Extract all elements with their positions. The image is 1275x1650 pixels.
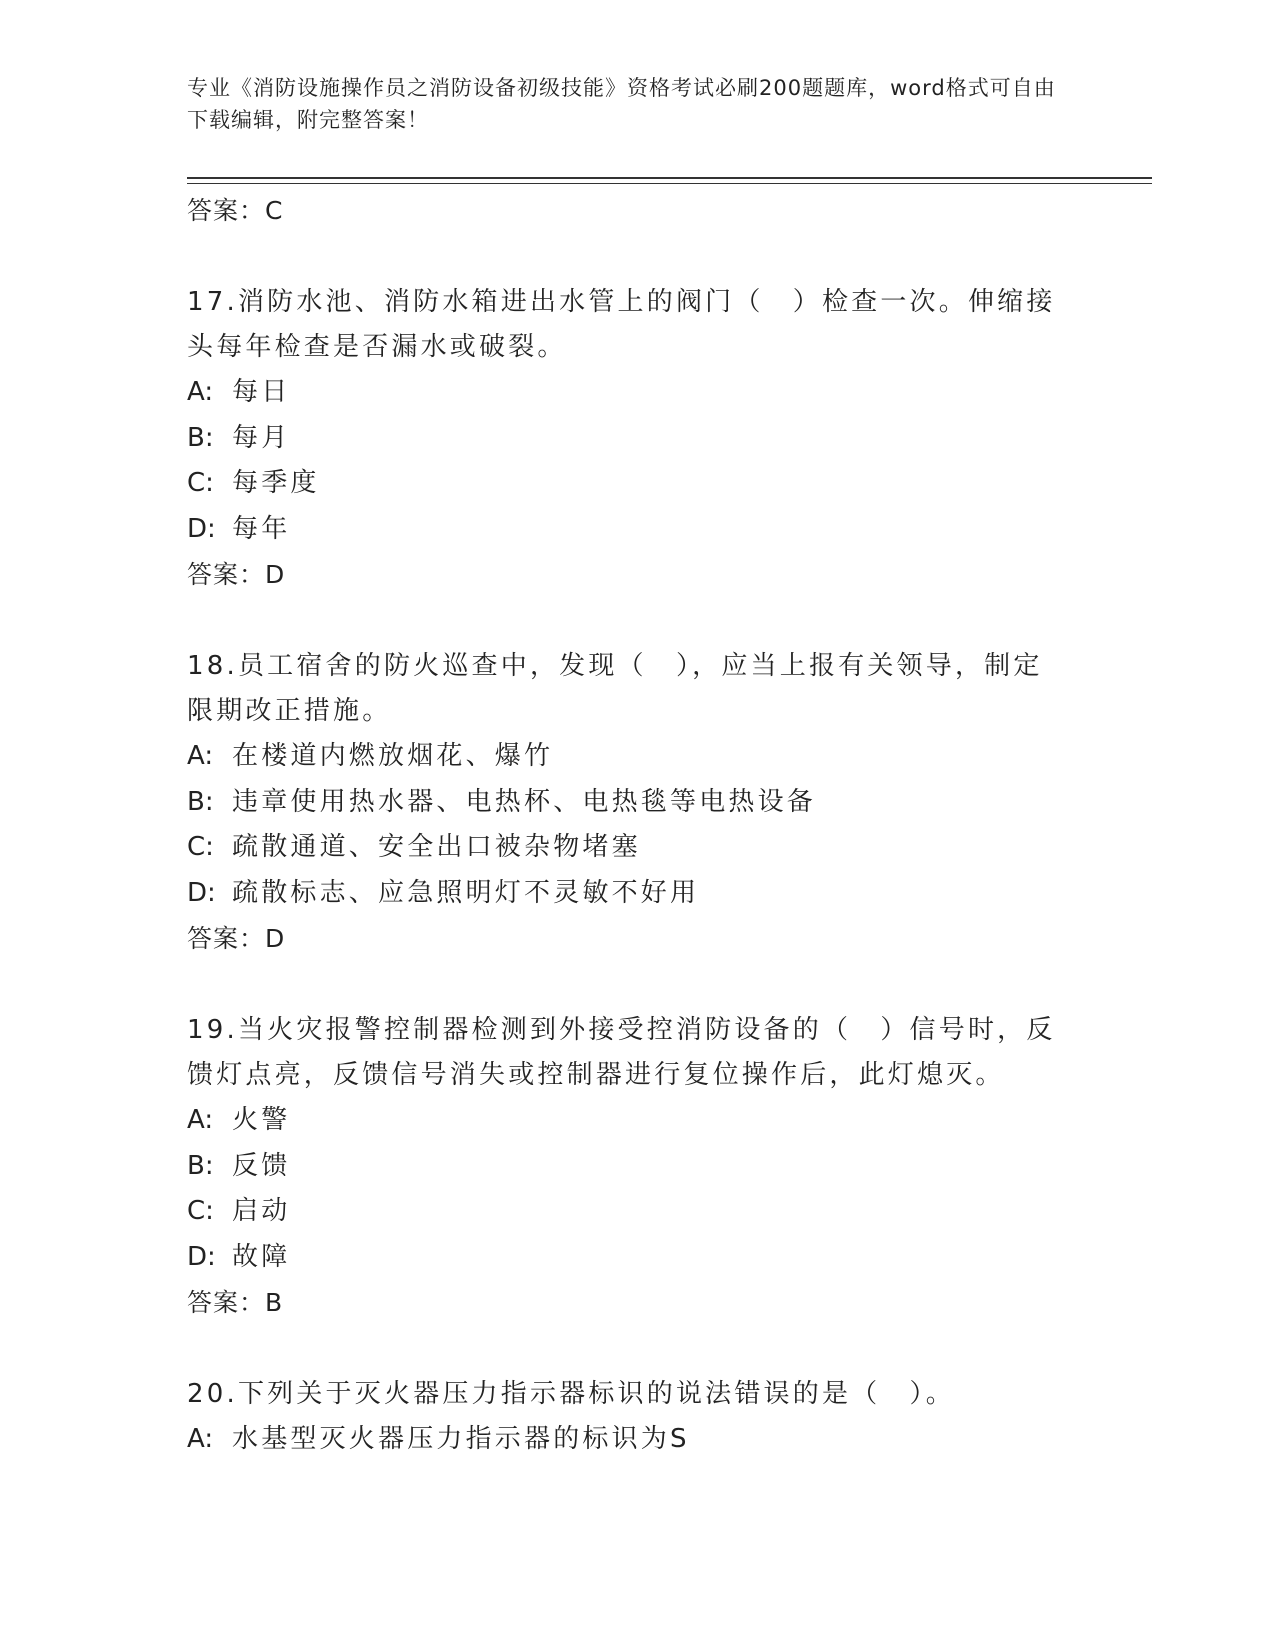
question-20: [187, 1372, 1067, 1463]
option-text: 违章使用热水器、电热杯、电热毯等电热设备: [232, 786, 817, 817]
document-header: 专业《消防设施操作员之消防设备初级技能》资格考试必刷200题题库，word格式可自由下载编辑，附完整答案！: [187, 76, 1056, 132]
option-text: 每季度: [232, 468, 320, 498]
option-d: [187, 507, 1067, 553]
option-a: [187, 1098, 1067, 1144]
question-stem: 17.消防水池、消防水箱进出水管上的阀门（ ）检查一次。伸缩接头每年检查是否漏水或破裂。: [187, 287, 1056, 362]
option-text: 启动: [232, 1196, 291, 1226]
option-label: D:: [187, 877, 216, 908]
header-divider-thick: [187, 177, 1152, 179]
option-label: A:: [187, 377, 214, 407]
option-label: A:: [187, 1105, 214, 1135]
question-17: [187, 280, 1067, 598]
option-d: [187, 1235, 1067, 1281]
header-divider-thin: [187, 183, 1152, 184]
option-text: 每月: [232, 422, 291, 453]
option-label: D:: [187, 1241, 216, 1272]
option-label: B:: [187, 786, 214, 817]
option-a: [187, 370, 1067, 416]
answer-line: 答案：B: [187, 1288, 284, 1317]
option-text: 火警: [232, 1105, 291, 1135]
question-stem: 19.当火灾报警控制器检测到外接受控消防设备的（ ）信号时，反馈灯点亮，反馈信号消失或控制器进行复位操作后，此灯熄灭。: [187, 1015, 1056, 1090]
option-text: 故障: [232, 1241, 291, 1272]
option-label: B:: [187, 1150, 214, 1181]
option-b: [187, 1144, 1067, 1190]
option-label: A:: [187, 741, 214, 771]
option-label: C:: [187, 1196, 214, 1226]
document-page: [187, 0, 1152, 1650]
option-b: [187, 416, 1067, 462]
option-text: 在楼道内燃放烟花、爆竹: [232, 741, 554, 771]
option-c: [187, 1189, 1067, 1235]
option-label: B:: [187, 422, 214, 453]
option-c: [187, 461, 1067, 507]
option-label: A:: [187, 1424, 214, 1454]
answer-line: 答案：D: [187, 560, 286, 589]
answer-line: 答案：D: [187, 924, 286, 953]
option-text: 反馈: [232, 1150, 291, 1181]
question-stem: 20.下列关于灭火器压力指示器标识的说法错误的是（ ）。: [187, 1379, 955, 1409]
question-19: [187, 1008, 1067, 1326]
option-text: 每年: [232, 513, 291, 544]
question-stem: 18.员工宿舍的防火巡查中，发现（ ），应当上报有关领导，制定限期改正措施。: [187, 651, 1043, 726]
question-list: [187, 188, 1067, 1463]
option-label: C:: [187, 832, 214, 862]
option-a: [187, 734, 1067, 780]
option-a: [187, 1417, 1067, 1463]
option-b: [187, 780, 1067, 826]
option-d: [187, 871, 1067, 917]
option-text: 每日: [232, 377, 291, 407]
option-label: D:: [187, 513, 216, 544]
question-18: [187, 644, 1067, 962]
option-c: [187, 825, 1067, 871]
answer-line: 答案：C: [187, 196, 284, 225]
option-text: 水基型灭火器压力指示器的标识为S: [232, 1424, 690, 1454]
option-text: 疏散标志、应急照明灯不灵敏不好用: [232, 877, 700, 908]
option-label: C:: [187, 468, 214, 498]
option-text: 疏散通道、安全出口被杂物堵塞: [232, 832, 641, 862]
